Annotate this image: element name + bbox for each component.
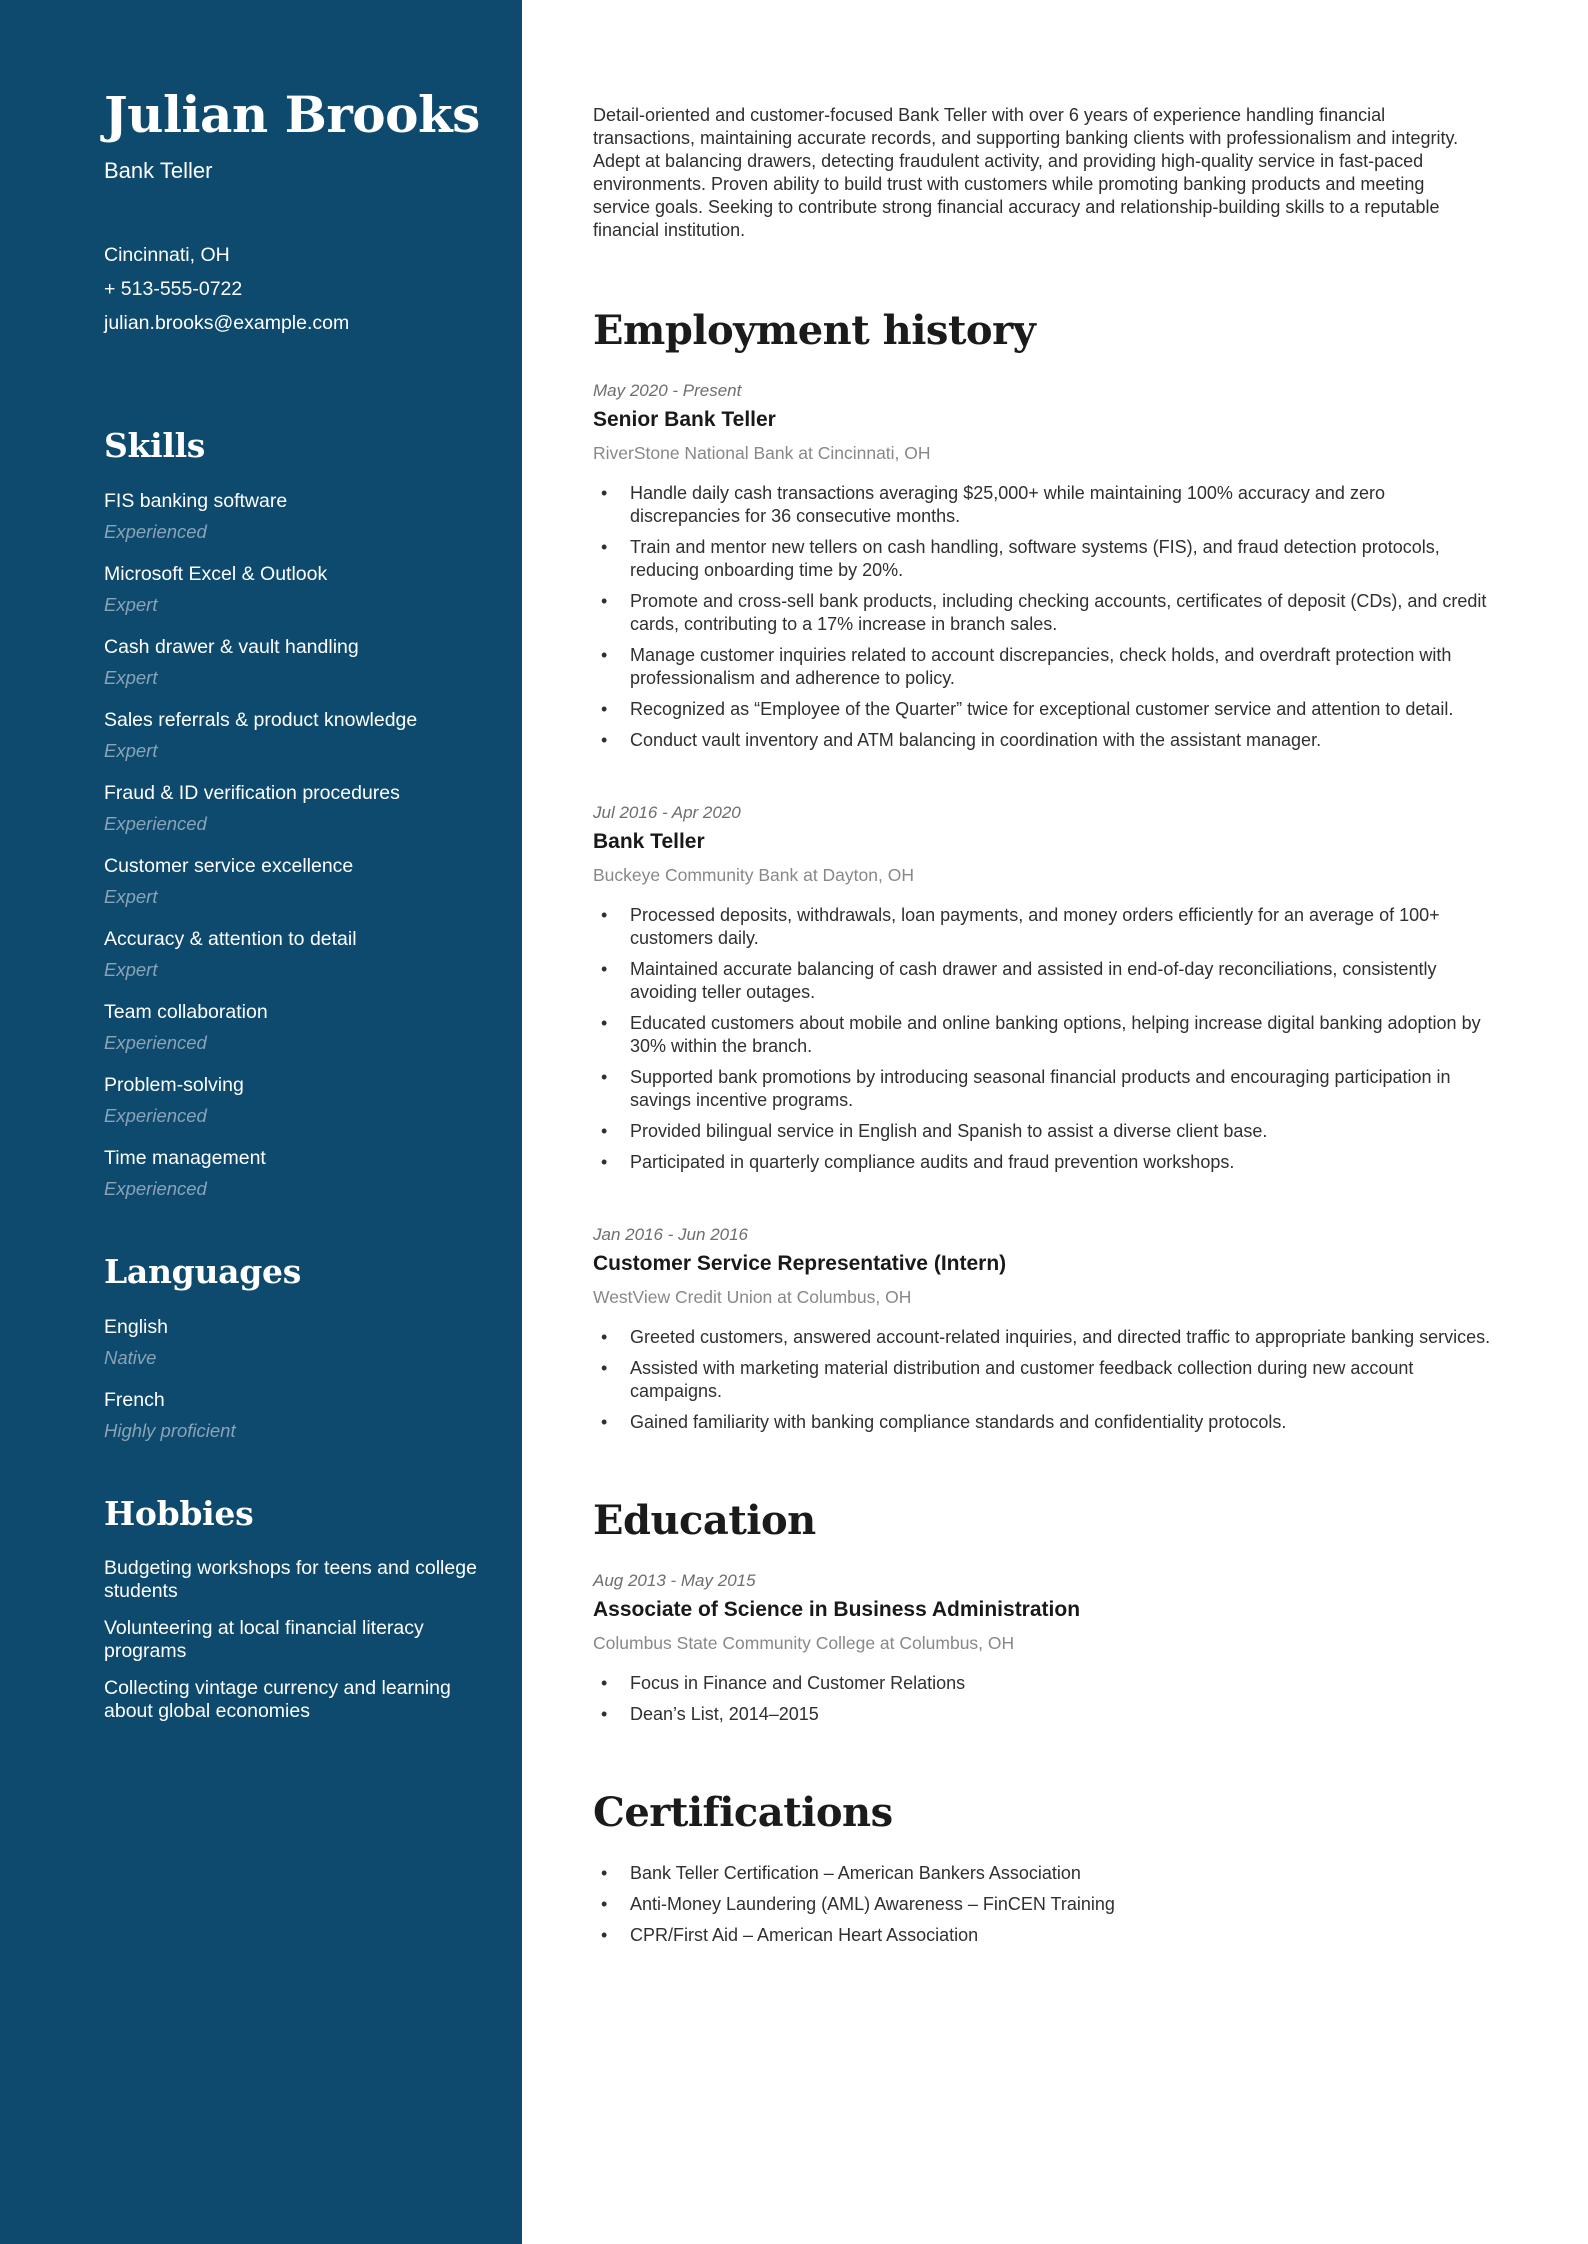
bullet-item: • Conduct vault inventory and ATM balancing in coordination with the assistant manager.	[593, 729, 1500, 752]
bullet-item: • Participated in quarterly compliance audits and fraud prevention workshops.	[593, 1151, 1500, 1174]
skill-level: Expert	[104, 666, 158, 688]
skill-item	[104, 782, 482, 835]
skill-name: Accuracy & attention to detail	[104, 927, 357, 950]
skill-level: Experienced	[104, 812, 207, 834]
skill-item	[104, 709, 482, 762]
candidate-job-title: Bank Teller	[104, 158, 213, 183]
language-level: Native	[104, 1346, 157, 1368]
profile-summary: Detail-oriented and customer-focused Bank Teller with over 6 years of experience handling financial transactions, maintaining accurate records, and supporting banking clients with professionalism and integrity. Adept at balancing drawers, detecting fraudulent activity, and providing high-quality service in fast-paced environments. Proven ability to build trust with customers while promoting banking products and meeting service goals. Seeking to contribute strong financial accuracy and relationship-building skills to a reputable financial institution.	[593, 105, 1459, 240]
job-dates: May 2020 - Present	[593, 381, 742, 400]
skill-name: Team collaboration	[104, 1000, 268, 1023]
skill-name: Sales referrals & product knowledge	[104, 708, 418, 731]
bullet-item: • Promote and cross-sell bank products, including checking accounts, certificates of deposit (CDs), and credit cards, contributing to a 17% increase in branch sales.	[593, 590, 1500, 636]
job-title: Bank Teller	[593, 830, 705, 853]
skill-name: FIS banking software	[104, 489, 288, 512]
bullet-item: • Anti-Money Laundering (AML) Awareness – FinCEN Training	[593, 1893, 1500, 1916]
skill-item	[104, 1001, 482, 1054]
certifications-bullets	[593, 1862, 1500, 1947]
education-heading: Education	[593, 1497, 816, 1544]
bullet-item: • Maintained accurate balancing of cash drawer and assisted in end-of-day reconciliations, consistently avoiding teller outages.	[593, 958, 1500, 1004]
skill-name: Time management	[104, 1146, 266, 1169]
languages-list	[104, 1316, 482, 1442]
job-dates: Jan 2016 - Jun 2016	[593, 1225, 749, 1244]
job-title: Customer Service Representative (Intern)	[593, 1252, 1007, 1275]
job-bullets	[593, 904, 1500, 1174]
employment-heading: Employment history	[593, 307, 1036, 354]
bullet-item: • Focus in Finance and Customer Relations	[593, 1672, 1500, 1695]
language-item	[104, 1316, 482, 1369]
bullet-item: • Assisted with marketing material distribution and customer feedback collection during new account campaigns.	[593, 1357, 1500, 1403]
skill-item	[104, 1147, 482, 1200]
hobbies-list	[104, 1557, 482, 1723]
education-school: Columbus State Community College at Columbus, OH	[593, 1633, 1015, 1653]
hobbies-heading: Hobbies	[104, 1493, 254, 1533]
job-dates: Jul 2016 - Apr 2020	[593, 803, 741, 822]
education-degree: Associate of Science in Business Administration	[593, 1598, 1081, 1621]
language-level: Highly proficient	[104, 1419, 236, 1441]
skill-level: Expert	[104, 593, 158, 615]
language-name: English	[104, 1315, 168, 1338]
language-name: French	[104, 1388, 165, 1411]
skill-name: Customer service excellence	[104, 854, 354, 877]
education-entry	[593, 1570, 1500, 1726]
skill-item	[104, 928, 482, 981]
hobbies-section	[104, 1494, 482, 1724]
job-entry	[593, 380, 1500, 752]
job-entry	[593, 802, 1500, 1174]
job-company: RiverStone National Bank at Cincinnati, OH	[593, 443, 931, 463]
bullet-item: • Supported bank promotions by introducing seasonal financial products and encouraging participation in savings incentive programs.	[593, 1066, 1500, 1112]
contact-block	[104, 238, 482, 340]
bullet-item: • Train and mentor new tellers on cash handling, software systems (FIS), and fraud detection protocols, reducing onboarding time by 20%.	[593, 536, 1500, 582]
bullet-item: • Processed deposits, withdrawals, loan payments, and money orders efficiently for an average of 100+ customers daily.	[593, 904, 1500, 950]
skill-level: Experienced	[104, 520, 207, 542]
skill-item	[104, 490, 482, 543]
skill-name: Microsoft Excel & Outlook	[104, 562, 328, 585]
languages-section	[104, 1252, 482, 1442]
contact-email: julian.brooks@example.com	[104, 312, 350, 335]
bullet-item: • CPR/First Aid – American Heart Association	[593, 1924, 1500, 1947]
job-title: Senior Bank Teller	[593, 408, 776, 431]
skill-name: Problem-solving	[104, 1073, 244, 1096]
skills-list	[104, 490, 482, 1200]
skill-item	[104, 563, 482, 616]
job-entry	[593, 1224, 1500, 1434]
bullet-item: • Handle daily cash transactions averaging $25,000+ while maintaining 100% accuracy and zero discrepancies for 36 consecutive months.	[593, 482, 1500, 528]
hobby-item: Collecting vintage currency and learning about global economies	[104, 1677, 451, 1723]
employment-section	[593, 308, 1500, 1434]
bullet-item: • Provided bilingual service in English and Spanish to assist a diverse client base.	[593, 1120, 1500, 1143]
skill-name: Fraud & ID verification procedures	[104, 781, 400, 804]
education-bullets	[593, 1672, 1500, 1726]
bullet-item: • Bank Teller Certification – American Bankers Association	[593, 1862, 1500, 1885]
bullet-item: • Greeted customers, answered account-related inquiries, and directed traffic to appropriate banking services.	[593, 1326, 1500, 1349]
certifications-section	[593, 1790, 1500, 1947]
bullet-item: • Gained familiarity with banking compliance standards and confidentiality protocols.	[593, 1411, 1500, 1434]
skill-item	[104, 1074, 482, 1127]
education-section	[593, 1498, 1500, 1726]
hobby-item: Budgeting workshops for teens and college students	[104, 1557, 477, 1603]
job-company: Buckeye Community Bank at Dayton, OH	[593, 865, 914, 885]
skill-name: Cash drawer & vault handling	[104, 635, 359, 658]
job-bullets	[593, 482, 1500, 752]
skill-level: Experienced	[104, 1104, 207, 1126]
contact-location: Cincinnati, OH	[104, 244, 230, 267]
languages-heading: Languages	[104, 1251, 301, 1291]
candidate-name: Julian Brooks	[104, 85, 480, 144]
hobby-item: Volunteering at local financial literacy programs	[104, 1617, 424, 1663]
contact-phone: + 513-555-0722	[104, 278, 243, 301]
certifications-heading: Certifications	[593, 1789, 893, 1836]
skill-level: Expert	[104, 885, 158, 907]
bullet-item: • Educated customers about mobile and online banking options, helping increase digital banking adoption by 30% within the branch.	[593, 1012, 1500, 1058]
job-bullets	[593, 1326, 1500, 1434]
skill-level: Expert	[104, 739, 158, 761]
skills-section	[104, 426, 482, 1200]
bullet-item: • Dean’s List, 2014–2015	[593, 1703, 1500, 1726]
job-company: WestView Credit Union at Columbus, OH	[593, 1287, 912, 1307]
bullet-item: • Manage customer inquiries related to account discrepancies, check holds, and overdraft protection with professionalism and adherence to policy.	[593, 644, 1500, 690]
main-column	[593, 0, 1500, 1955]
skill-level: Expert	[104, 958, 158, 980]
skill-level: Experienced	[104, 1031, 207, 1053]
skill-item	[104, 855, 482, 908]
language-item	[104, 1389, 482, 1442]
skills-heading: Skills	[104, 426, 206, 466]
bullet-item: • Recognized as “Employee of the Quarter” twice for exceptional customer service and attention to detail.	[593, 698, 1500, 721]
skill-level: Experienced	[104, 1177, 207, 1199]
sidebar	[0, 0, 522, 2244]
education-dates: Aug 2013 - May 2015	[593, 1571, 756, 1590]
skill-item	[104, 636, 482, 689]
